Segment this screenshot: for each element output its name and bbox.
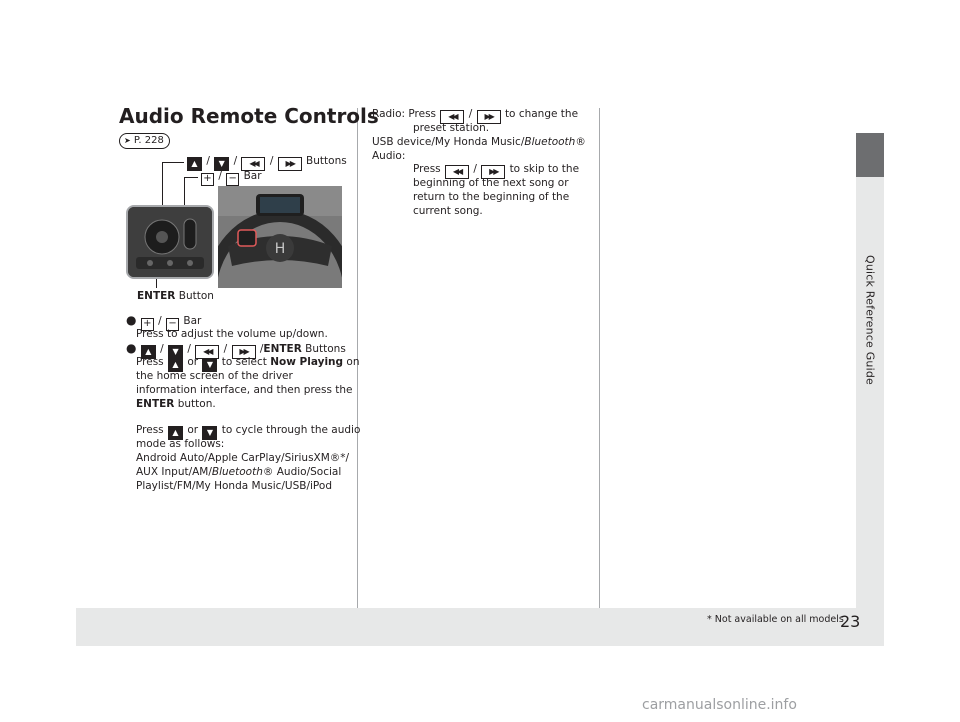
sidebar-tab (856, 133, 884, 177)
list-item-buttons-line3: information interface, and then press the (136, 384, 353, 396)
list-item-buttons-p2-line4: AUX Input/AM/Bluetooth® Audio/Social (136, 466, 342, 478)
arrow-icon: ➤ (124, 136, 131, 145)
list-item-buttons-line1: Press ▲ or ▼ to select Now Playing on (136, 356, 359, 372)
skip-back-key-icon: ◀◀ (445, 165, 469, 179)
up-key-icon: ▲ (168, 426, 183, 440)
usb-line6: current song. (413, 205, 483, 217)
list-item-buttons-p2-line1: Press ▲ or ▼ to cycle through the audio (136, 424, 360, 440)
list-item-buttons-line4: ENTER button. (136, 398, 216, 410)
skip-forward-key-icon: ▶▶ (477, 110, 501, 124)
usb-line5: return to the beginning of the (413, 191, 570, 203)
svg-text:H: H (274, 241, 286, 257)
callout-bar: + / − Bar (200, 170, 262, 186)
page-reference-link[interactable] (119, 133, 170, 149)
skip-back-key-icon: ◀◀ (440, 110, 464, 124)
list-item-buttons-line2: the home screen of the driver (136, 370, 293, 382)
page-title: Audio Remote Controls (119, 104, 379, 128)
plus-key-icon: + (141, 318, 154, 331)
steering-wheel-photo (218, 186, 342, 288)
up-key-icon: ▲ (168, 358, 183, 372)
callout-buttons-label: Buttons (306, 155, 347, 167)
minus-key-icon: − (166, 318, 179, 331)
down-key-icon: ▼ (202, 426, 217, 440)
down-key-icon: ▼ (214, 157, 229, 171)
up-key-icon: ▲ (187, 157, 202, 171)
control-closeup-inset (126, 205, 214, 279)
down-key-icon: ▼ (168, 345, 183, 359)
page-number: 23 (840, 612, 861, 631)
callout-line (184, 177, 198, 178)
callout-bar-label: Bar (243, 170, 262, 182)
list-item-buttons-p2-line2: mode as follows: (136, 438, 225, 450)
list-item-buttons-p2-line3: Android Auto/Apple CarPlay/SiriusXM®*/ (136, 452, 350, 464)
sidebar-strip (856, 177, 884, 608)
list-item-volume-text: Press to adjust the volume up/down. (136, 328, 328, 340)
usb-line1: USB device/My Honda Music/Bluetooth® (372, 136, 586, 148)
column-divider-2 (599, 108, 600, 608)
usb-line4: beginning of the next song or (413, 177, 569, 189)
list-item-buttons-title: ● ▲ / ▼ / ◀◀ / ▶▶ /ENTER Buttons (126, 342, 346, 359)
skip-back-key-icon: ◀◀ (195, 345, 219, 359)
skip-forward-key-icon: ▶▶ (481, 165, 505, 179)
enter-button-caption: ENTER Button (137, 290, 214, 302)
skip-forward-key-icon: ▶▶ (278, 157, 302, 171)
page-reference-label: P. 228 (133, 135, 164, 146)
usb-line3: Press ◀◀ / ▶▶ to skip to the (413, 163, 579, 179)
radio-line2: preset station. (413, 122, 490, 134)
usb-line2: Audio: (372, 150, 406, 162)
callout-line (162, 162, 184, 163)
list-item-volume-title: ● + / − Bar (126, 313, 202, 329)
minus-key-icon: − (226, 173, 239, 186)
sidebar-label: Quick Reference Guide (863, 255, 877, 385)
skip-back-key-icon: ◀◀ (241, 157, 265, 171)
up-key-icon: ▲ (141, 345, 156, 359)
callout-buttons: ▲ / ▼ / ◀◀ / ▶▶ Buttons (186, 155, 347, 171)
plus-key-icon: + (201, 173, 214, 186)
skip-forward-key-icon: ▶▶ (232, 345, 256, 359)
down-key-icon: ▼ (202, 358, 217, 372)
radio-line1: Radio: Press ◀◀ / ▶▶ to change the (372, 108, 578, 124)
footnote: * Not available on all models (707, 614, 844, 625)
list-item-buttons-p2-line5: Playlist/FM/My Honda Music/USB/iPod (136, 480, 332, 492)
watermark: carmanualsonline.info (642, 697, 797, 713)
